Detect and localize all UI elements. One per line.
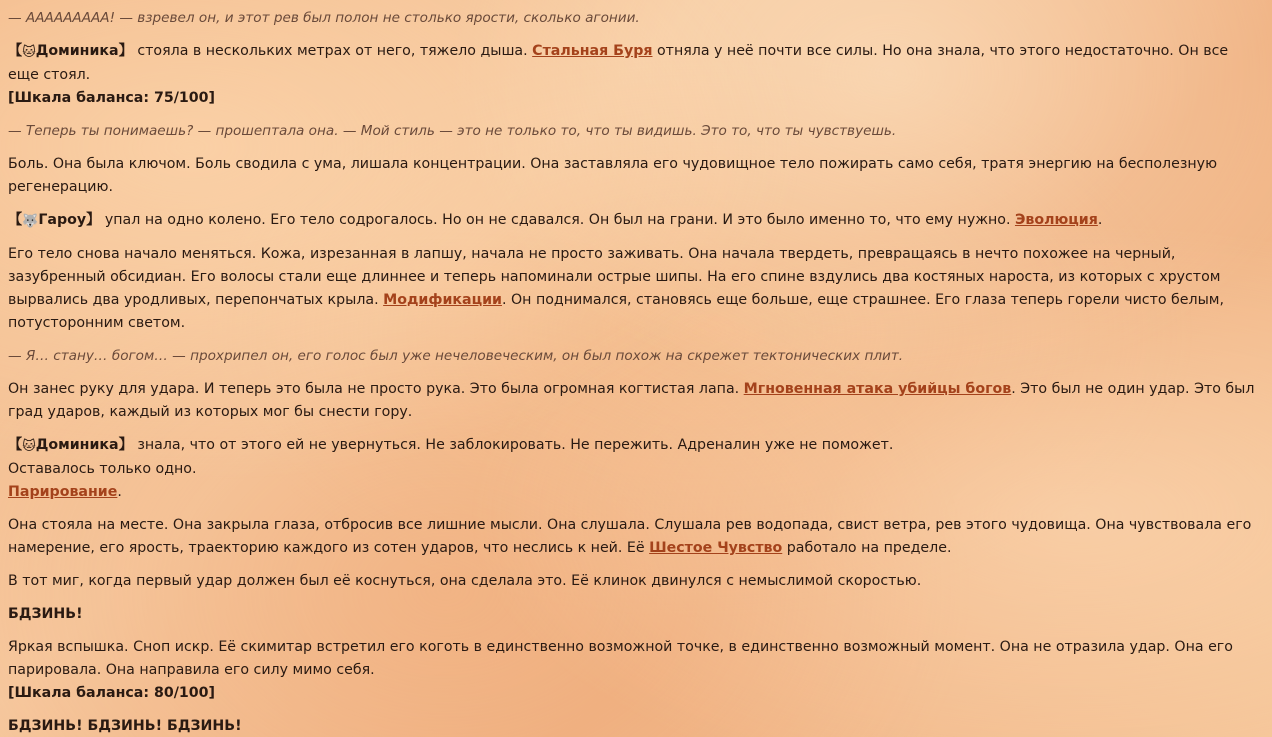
bracket-close: 】 bbox=[118, 437, 133, 453]
bracket-close: 】 bbox=[86, 212, 101, 228]
bracket-open: 【 bbox=[8, 212, 23, 228]
paragraph-text: . bbox=[1097, 212, 1103, 228]
paragraph bbox=[8, 40, 1260, 87]
character-name: Доминика bbox=[35, 43, 119, 59]
paragraph-text: Она стояла на месте. Она закрыла глаза, отбросив все лишние мысли. Она слушала. Слушала рев водопада, свист ветра, рев этого чудовища. Она чувствовала его намерение, его ярость, траекторию каждого из сотен ударов, что неслись к ней. Её bbox=[8, 517, 1252, 556]
paragraph bbox=[8, 434, 1260, 504]
paragraph: Яркая вспышка. Сноп искр. Её скимитар встретил его коготь в единственно возможной точке, в единственно возможный момент. Она не отразила удар. Она его парировала. Она направила его силу мимо себя. bbox=[8, 639, 1233, 678]
paragraph: В тот миг, когда первый удар должен был её коснуться, она сделала это. Её клинок двинулся с немыслимой скоростью. bbox=[8, 573, 922, 589]
dialogue-line: — ААААААААА! — взревел он, и этот рев был полон не столько ярости, сколько агонии. bbox=[8, 10, 640, 26]
paragraph-text: . bbox=[117, 484, 122, 500]
skill-link-steel-storm[interactable]: Стальная Буря bbox=[532, 43, 653, 59]
paragraph-text: отняла у неё почти все силы. Но она знала, что этого недостаточно. Он все еще стоял. bbox=[8, 43, 1229, 83]
paragraph-text: Он занес руку для удара. И теперь это была не просто рука. Это была огромная когтистая лапа. bbox=[8, 381, 744, 397]
dialogue-line: — Теперь ты понимаешь? — прошептала она. — Мой стиль — это не только то, что ты видишь. Это то, что ты чувствуешь. bbox=[8, 123, 897, 139]
paragraph-text: стояла в нескольких метрах от него, тяжело дыша. bbox=[132, 43, 533, 59]
paragraph-text: Оставалось только одно. bbox=[8, 461, 197, 477]
paragraph bbox=[8, 378, 1260, 424]
dialogue-line: — Я… стану… богом… — прохрипел он, его голос был уже нечеловеческим, он был похож на скрежет тектонических плит. bbox=[8, 348, 904, 364]
paragraph-text: знала, что от этого ей не увернуться. Не заблокировать. Не пережить. Адреналин уже не поможет. bbox=[132, 437, 894, 453]
paragraph-text: работало на пределе. bbox=[782, 540, 952, 556]
cat-face-icon: 🐱 bbox=[22, 439, 36, 454]
paragraph: Боль. Она была ключом. Боль сводила с ума, лишала концентрации. Она заставляла его чудовищное тело пожирать само себя, тратя энергию на бесполезную регенерацию. bbox=[8, 156, 1218, 195]
balance-status: [Шкала баланса: 75/100] bbox=[8, 90, 215, 106]
bracket-open: 【 bbox=[8, 437, 23, 453]
character-name: Гароу bbox=[38, 212, 87, 228]
bracket-close: 】 bbox=[118, 43, 133, 59]
sound-effect: БДЗИНЬ! БДЗИНЬ! БДЗИНЬ! bbox=[8, 718, 242, 734]
skill-link-godslayer-attack[interactable]: Мгновенная атака убийцы богов bbox=[743, 381, 1012, 397]
character-name: Доминика bbox=[35, 437, 119, 453]
bracket-open: 【 bbox=[8, 43, 23, 59]
paragraph bbox=[8, 514, 1260, 560]
sound-effect: БДЗИНЬ! bbox=[8, 606, 83, 622]
wolf-face-icon: 🐺 bbox=[22, 214, 39, 229]
balance-status: [Шкала баланса: 80/100] bbox=[8, 685, 215, 701]
paragraph bbox=[8, 243, 1260, 335]
skill-link-evolution[interactable]: Эволюция bbox=[1014, 212, 1098, 228]
skill-link-modifications[interactable]: Модификации bbox=[383, 292, 502, 308]
paragraph-text: . Он поднимался, становясь еще больше, еще страшнее. Его глаза теперь горели чисто белым, потусторонним светом. bbox=[8, 292, 1225, 331]
skill-link-sixth-sense[interactable]: Шестое Чувство bbox=[649, 540, 783, 556]
paragraph-text: Его тело снова начало меняться. Кожа, изрезанная в лапшу, начала не просто заживать. Она начала твердеть, превращаясь в нечто похожее на черный, зазубренный обсидиан. Его волосы стали еще длиннее и теперь напоминали острые шипы. На его спине вздулись два костяных нароста, из которых с хрустом вырвались два уродливых, перепончатых крыла. bbox=[8, 246, 1221, 308]
paragraph-text: упал на одно колено. Его тело содрогалось. Но он не сдавался. Он был на грани. И это было именно то, что ему нужно. bbox=[100, 212, 1015, 228]
cat-face-icon: 🐱 bbox=[22, 45, 36, 60]
paragraph-text: . Это был не один удар. Это был град ударов, каждый из которых мог бы снести гору. bbox=[8, 381, 1255, 420]
paragraph bbox=[8, 209, 1260, 233]
skill-link-parry[interactable]: Парирование bbox=[8, 484, 118, 500]
